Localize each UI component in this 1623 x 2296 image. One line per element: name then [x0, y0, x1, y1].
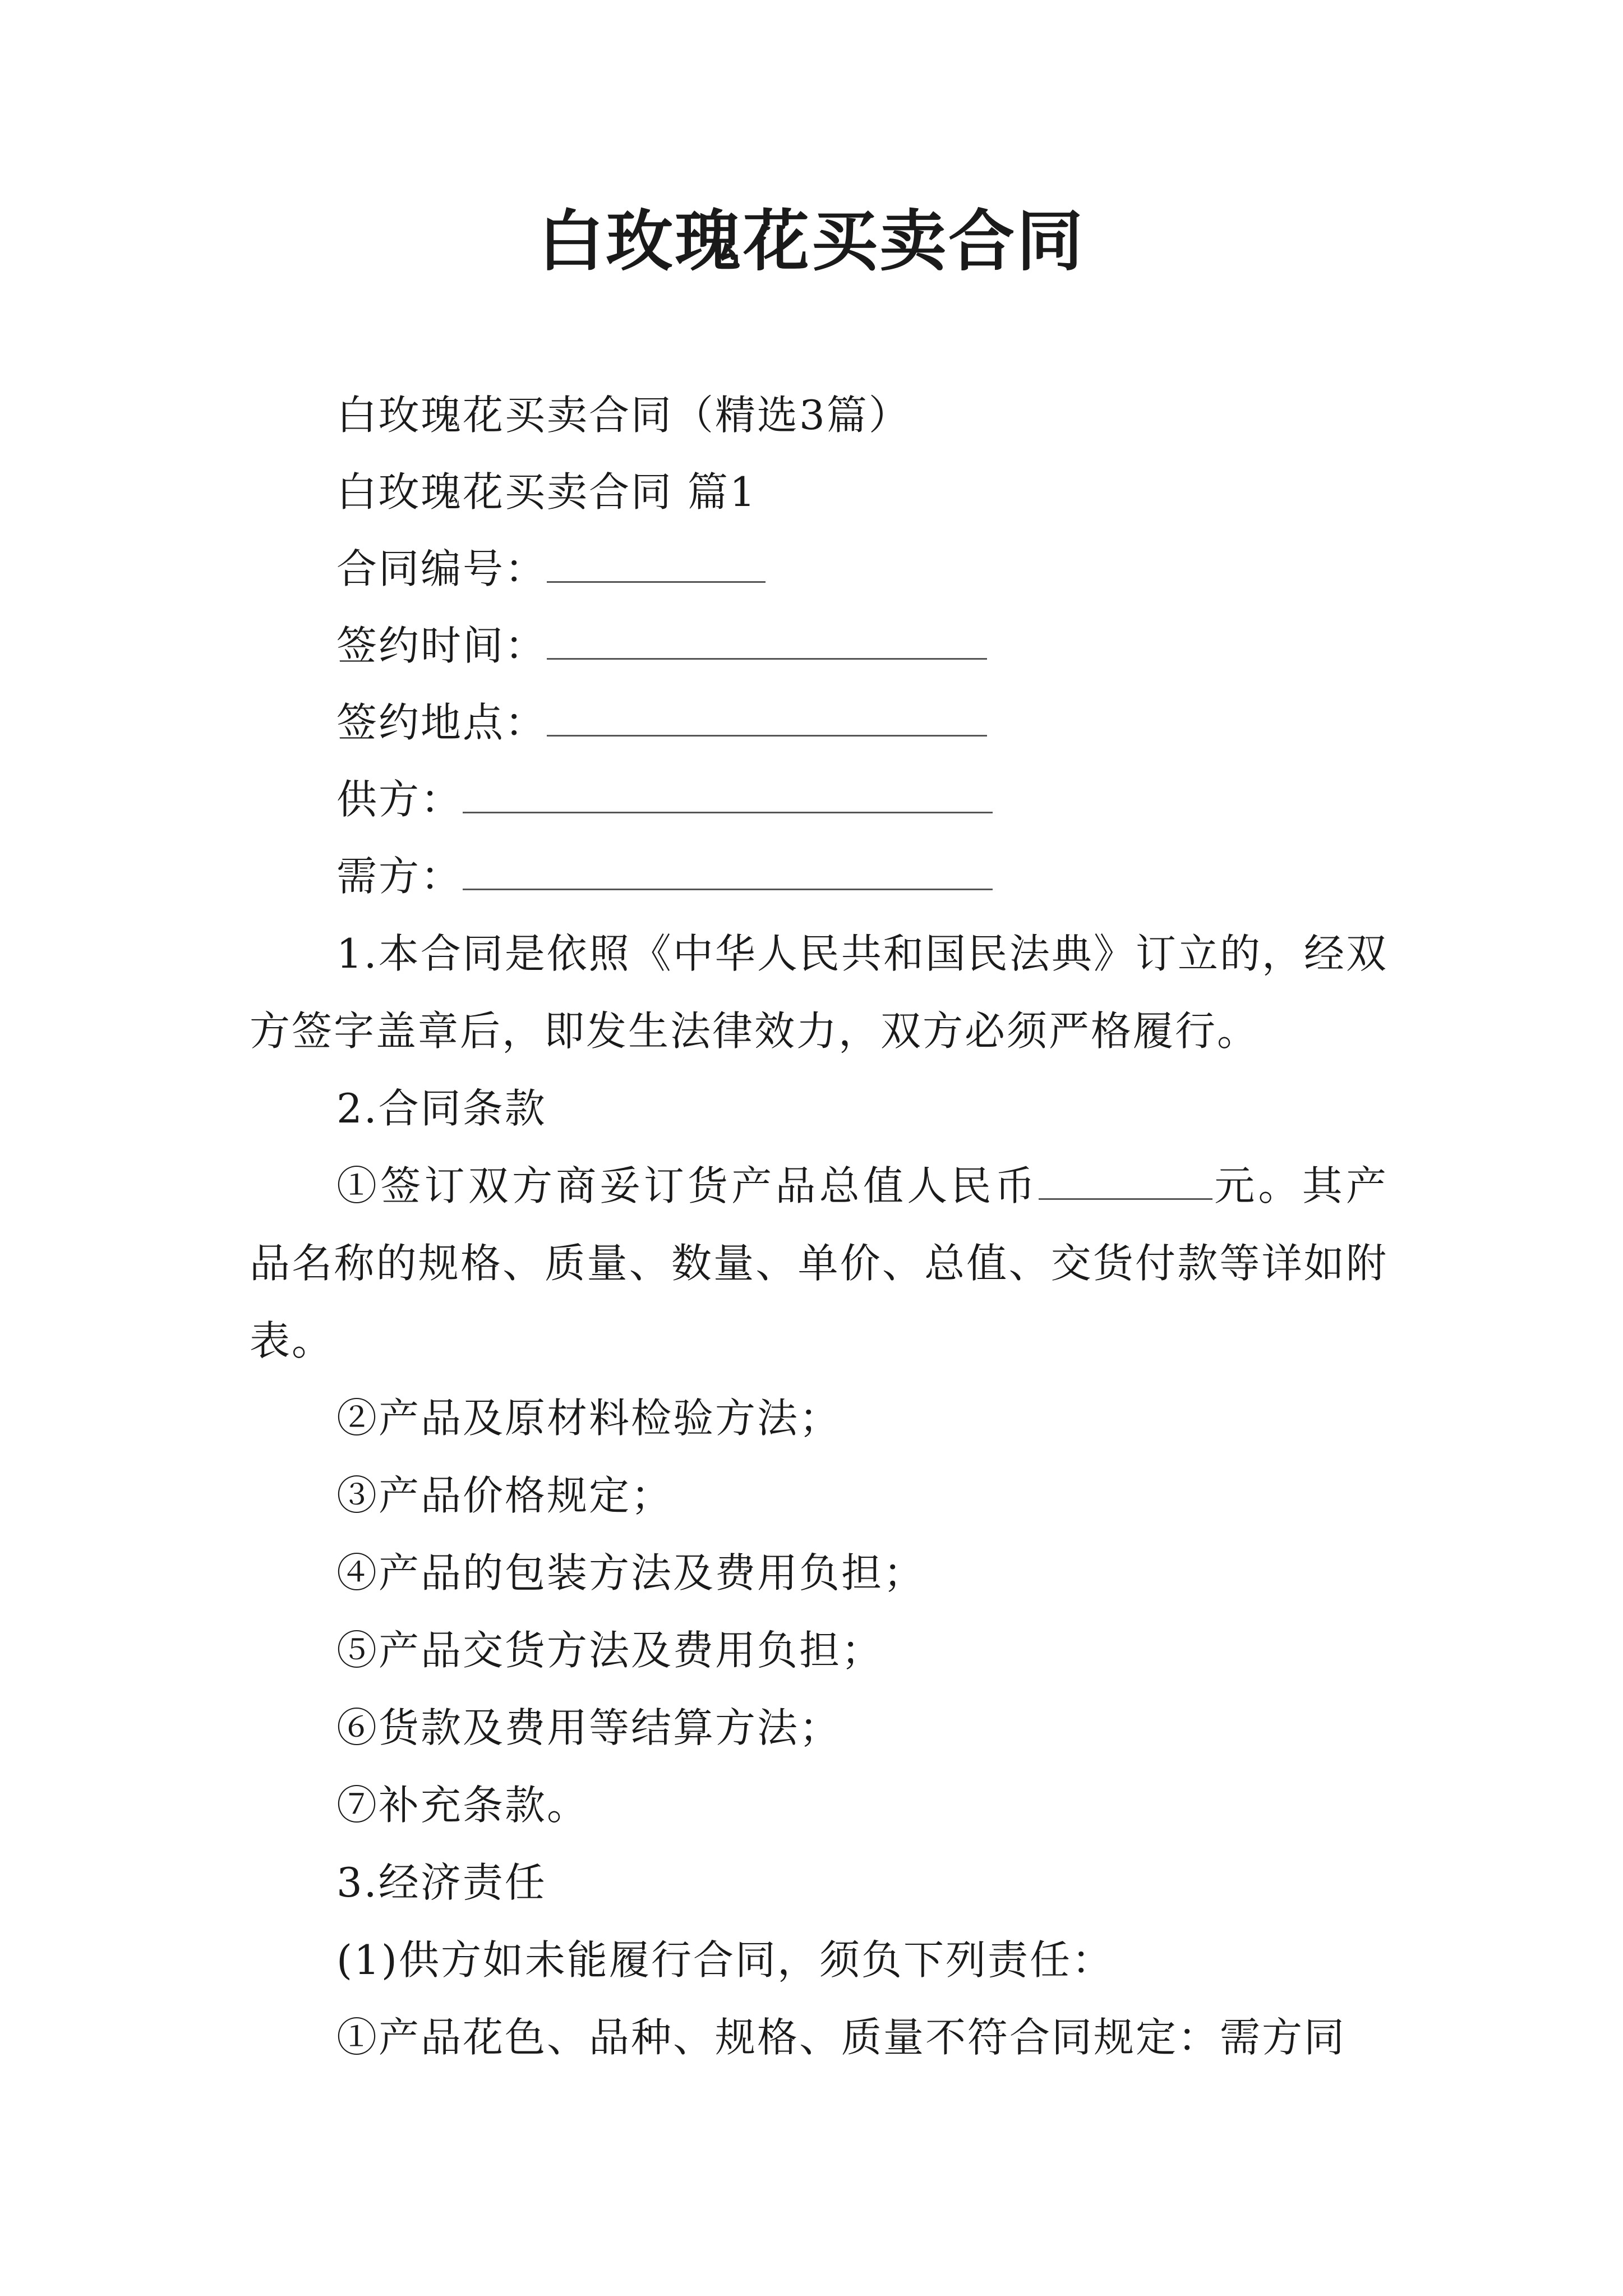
clause-2-item-1-text-a: ①签订双方商妥订货产品总值人民币 — [336, 1162, 1039, 1209]
clause-2-item-7: ⑦补充条款。 — [336, 1782, 589, 1829]
clause-2-item-5: ⑤产品交货方法及费用负担； — [336, 1627, 884, 1674]
clause-2-item-2: ②产品及原材料检验方法； — [336, 1395, 842, 1442]
document-title: 白玫瑰花买卖合同 — [537, 202, 1085, 280]
supplier-blank — [463, 778, 993, 813]
amount-blank — [1039, 1165, 1212, 1200]
sign-place-label: 签约地点： — [336, 699, 547, 746]
clause-2-item-1-text-b: 元。其产品名称的规格、质量、数量、单价、总值、交货付款等详如附表。 — [250, 1162, 1388, 1364]
clause-2-heading: 2.合同条款 — [336, 1085, 547, 1132]
clause-2-item-6: ⑥货款及费用等结算方法； — [336, 1704, 842, 1751]
sign-time-blank — [547, 624, 987, 660]
clause-3-sub-1-item-1: ①产品花色、品种、规格、质量不符合同规定：需方同 — [336, 2014, 1347, 2061]
buyer-field — [250, 838, 1388, 915]
contract-number-blank — [547, 547, 766, 583]
buyer-blank — [463, 855, 993, 890]
sign-place-blank — [547, 701, 987, 737]
sign-time-label: 签约时间： — [336, 622, 547, 669]
clause-2-item-3: ③产品价格规定； — [336, 1472, 674, 1519]
contract-number-label: 合同编号： — [336, 545, 547, 592]
section-heading: 白玫瑰花买卖合同 篇1 — [336, 468, 757, 516]
sign-place-field — [250, 684, 1388, 761]
clause-2-item-4: ④产品的包装方法及费用负担； — [336, 1549, 926, 1596]
clause-3-sub-1: (1)供方如未能履行合同，须负下列责任： — [336, 1936, 1114, 1984]
contract-number-field — [250, 531, 1388, 608]
clause-1: 1.本合同是依照《中华人民共和国民法典》订立的，经双方签字盖章后，即发生法律效力，双方必须严格履行。 — [250, 930, 1388, 1055]
subtitle-line: 白玫瑰花买卖合同（精选3篇） — [336, 392, 911, 439]
sign-time-field — [250, 608, 1388, 684]
supplier-field — [250, 761, 1388, 838]
buyer-label: 需方： — [336, 853, 463, 900]
supplier-label: 供方： — [336, 776, 463, 823]
document-body — [250, 377, 1388, 2076]
clause-2-item-1 — [250, 1147, 1388, 1379]
clause-3-heading: 3.经济责任 — [336, 1859, 547, 1906]
